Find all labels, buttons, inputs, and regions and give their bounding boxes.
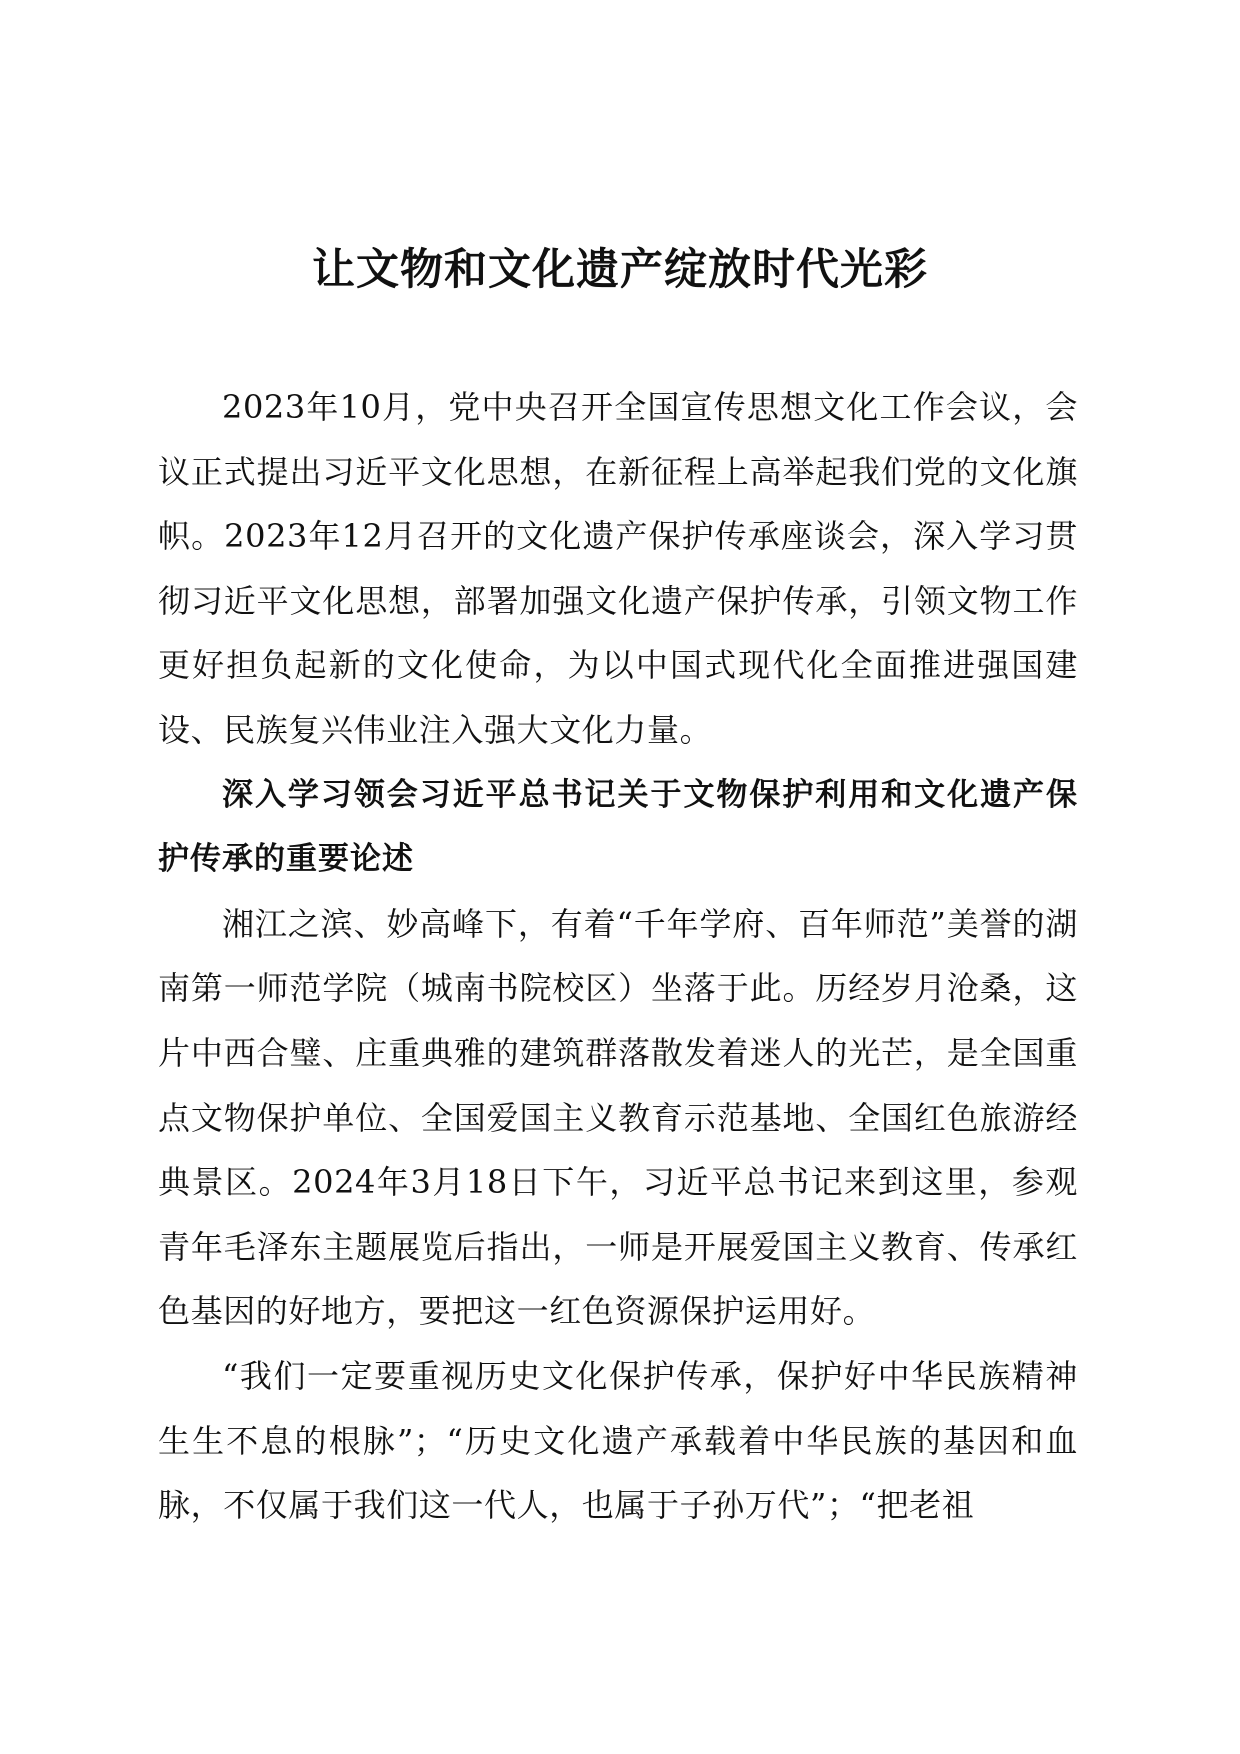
document-body bbox=[158, 375, 1078, 1538]
body-paragraph: 2023年10月，党中央召开全国宣传思想文化工作会议，会议正式提出习近平文化思想，在新征程上高举起我们党的文化旗帜。2023年12月召开的文化遗产保护传承座谈会，深入学习贯彻习近平文化思想，部署加强文化遗产保护传承，引领文物工作更好担负起新的文化使命，为以中国式现代化全面推进强国建设、民族复兴伟业注入强大文化力量。 bbox=[158, 388, 1078, 749]
document-title: 让文物和文化遗产绽放时代光彩 bbox=[312, 245, 928, 295]
body-paragraph: “我们一定要重视历史文化保护传承，保护好中华民族精神生生不息的根脉”；“历史文化遗产承载着中华民族的基因和血脉，不仅属于我们这一代人，也属于子孙万代”；“把老祖 bbox=[158, 1356, 1078, 1525]
body-paragraph: 湘江之滨、妙高峰下，有着“千年学府、百年师范”美誉的湖南第一师范学院（城南书院校区）坐落于此。历经岁月沧桑，这片中西合璧、庄重典雅的建筑群落散发着迷人的光芒，是全国重点文物保护单位、全国爱国主义教育示范基地、全国红色旅游经典景区。2024年3月18日下午，习近平总书记来到这里，参观青年毛泽东主题展览后指出，一师是开展爱国主义教育、传承红色基因的好地方，要把这一红色资源保护运用好。 bbox=[158, 904, 1078, 1331]
section-heading: 深入学习领会习近平总书记关于文物保护利用和文化遗产保护传承的重要论述 bbox=[158, 776, 1078, 878]
